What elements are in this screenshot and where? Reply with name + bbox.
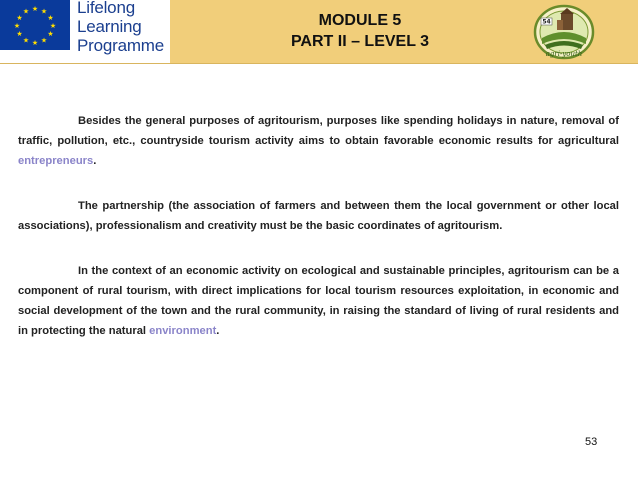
program-name <box>77 0 164 55</box>
header-divider <box>0 63 638 64</box>
logo-text: agri-youth <box>545 50 583 58</box>
svg-text:★: ★ <box>40 36 48 45</box>
svg-text:★: ★ <box>49 22 57 30</box>
highlighted-term: entrepreneurs <box>18 155 94 167</box>
svg-text:★: ★ <box>22 36 30 45</box>
svg-text:★: ★ <box>31 5 39 13</box>
svg-text:★: ★ <box>16 14 23 22</box>
header <box>0 0 638 64</box>
paragraph-text: In the context of an economic activity on ecological and sustainable principles, agritourism can be a component of rural tourism, with direct implications for local tourism resources exploitation, in economic and social development of the town and the rural community, in raising the standard of living of rural residents and in protecting the natural <box>18 265 619 337</box>
svg-text:★: ★ <box>31 39 39 47</box>
paragraph-end: . <box>216 325 220 337</box>
program-line: Learning <box>77 17 142 36</box>
program-line: Lifelong <box>77 0 135 17</box>
paragraph-text: The partnership (the association of farmers and between them the local government or other local associations), professionalism and creativity must be the basic coordinates of agritourism. <box>18 200 619 232</box>
lifelong-learning-logo <box>0 0 170 64</box>
paragraph <box>18 196 619 236</box>
module-title: MODULE 5 <box>318 12 402 29</box>
page-number: 53 <box>585 436 598 448</box>
svg-text:★: ★ <box>47 30 54 38</box>
svg-text:★: ★ <box>13 22 21 30</box>
paragraph <box>18 111 619 171</box>
paragraph-text: Besides the general purposes of agritourism, purposes like spending holidays in nature, removal of traffic, pollution, etc., countryside tourism activity aims to obtain favorable economic results for agricultural <box>18 115 619 147</box>
paragraph <box>18 261 619 341</box>
eu-flag-icon <box>0 0 70 50</box>
program-line: Programme <box>77 36 165 55</box>
svg-text:★: ★ <box>16 30 23 38</box>
body-text <box>18 111 619 366</box>
svg-text:★: ★ <box>22 7 30 16</box>
module-subtitle: PART II – LEVEL 3 <box>290 33 430 50</box>
paragraph-end: . <box>93 155 97 167</box>
module-heading <box>250 10 470 52</box>
highlighted-term: environment <box>149 325 217 337</box>
agri-youth-logo <box>533 4 595 60</box>
svg-text:★: ★ <box>40 7 48 16</box>
logo-number: 54 <box>542 18 551 26</box>
svg-text:★: ★ <box>47 14 54 22</box>
